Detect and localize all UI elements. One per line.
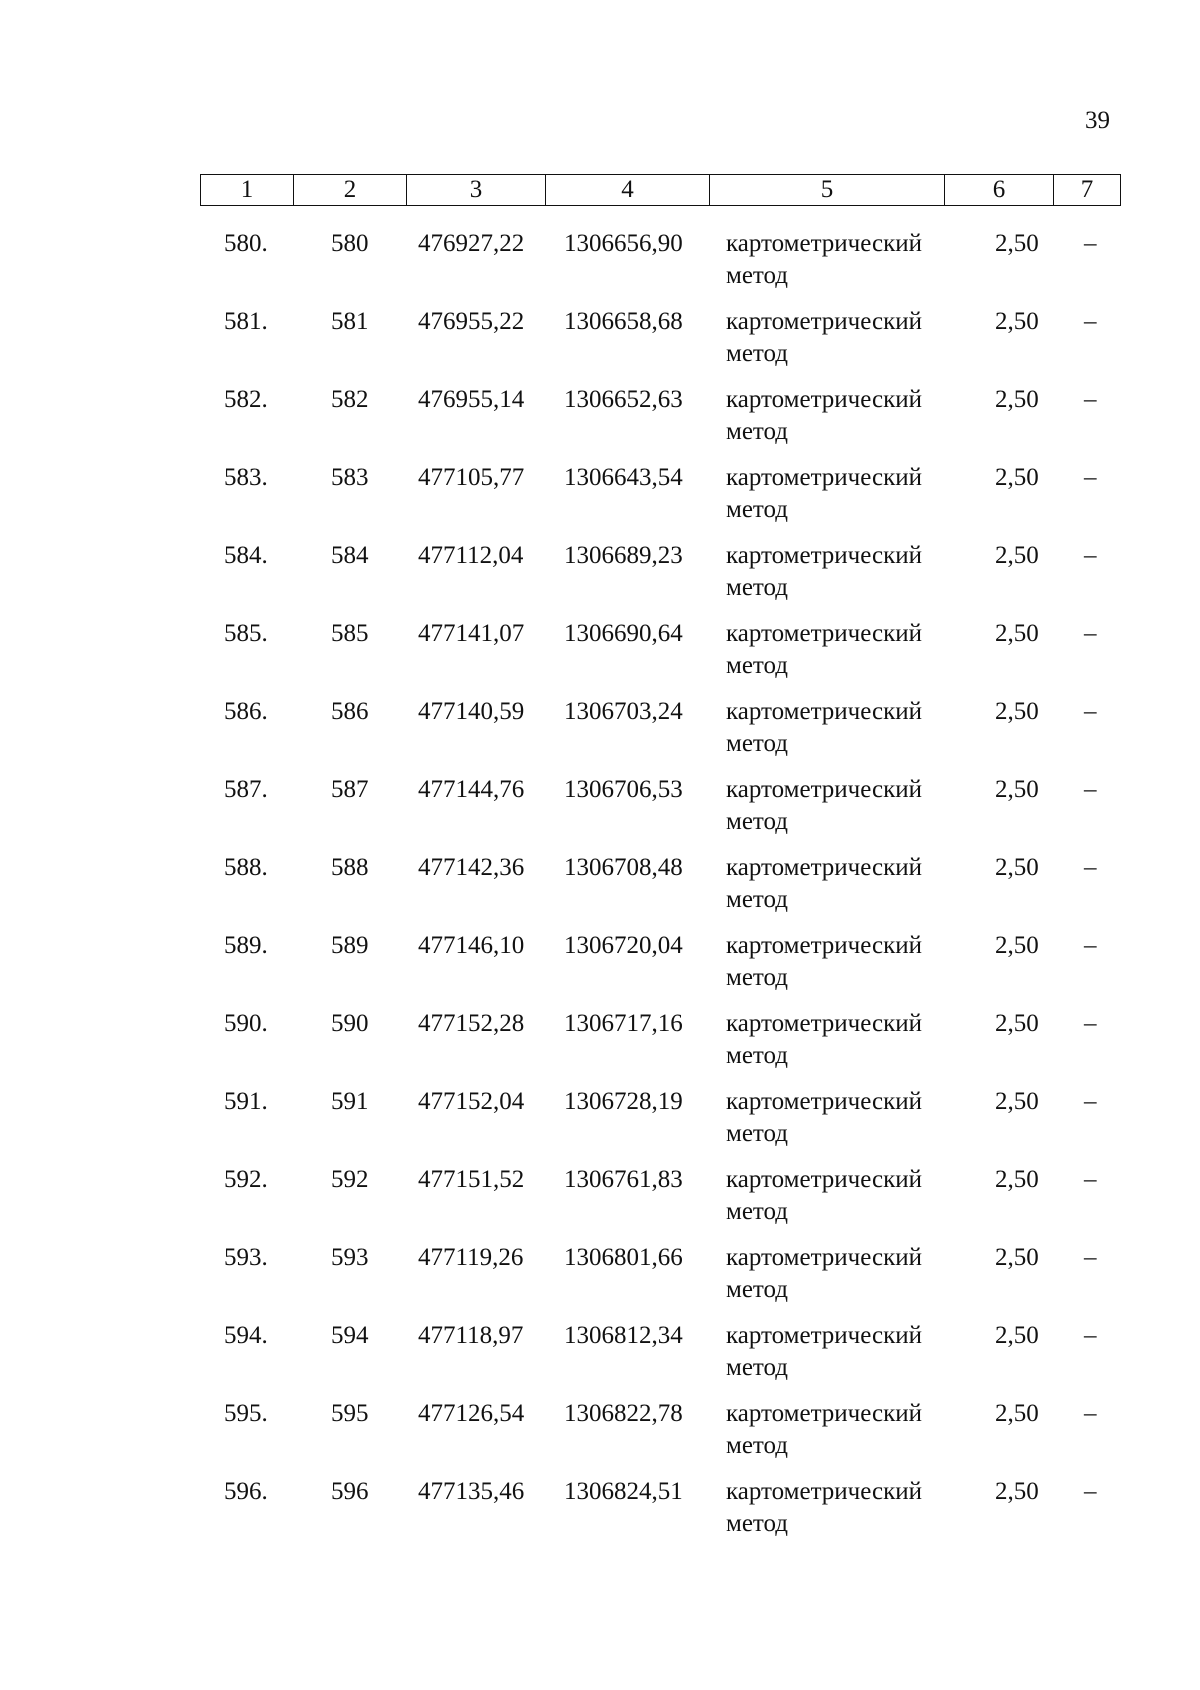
method-cell <box>726 1242 922 1306</box>
point-number: 595 <box>331 1400 369 1427</box>
method-cell <box>726 1008 922 1072</box>
coordinate-y: 1306689,23 <box>564 542 683 569</box>
row-number: 588. <box>224 854 268 881</box>
point-number: 592 <box>331 1166 369 1193</box>
table-row <box>200 1242 1120 1320</box>
point-number: 594 <box>331 1322 369 1349</box>
method-line-2: метод <box>726 730 789 757</box>
note-dash: – <box>1084 1400 1097 1427</box>
row-number: 594. <box>224 1322 268 1349</box>
method-line-2: метод <box>726 340 789 367</box>
coordinate-x: 477146,10 <box>418 932 525 959</box>
method-line-1: картометрический <box>726 698 922 725</box>
coordinate-x: 477126,54 <box>418 1400 525 1427</box>
method-cell <box>726 930 922 994</box>
note-dash: – <box>1084 854 1097 881</box>
method-line-2: метод <box>726 808 789 835</box>
method-line-2: метод <box>726 418 789 445</box>
table-row <box>200 852 1120 930</box>
method-line-1: картометрический <box>726 1166 922 1193</box>
table-row <box>200 1398 1120 1476</box>
accuracy-value: 2,50 <box>995 1088 1039 1115</box>
row-number: 586. <box>224 698 268 725</box>
point-number: 589 <box>331 932 369 959</box>
accuracy-value: 2,50 <box>995 542 1039 569</box>
coordinate-x: 476955,14 <box>418 386 525 413</box>
method-line-1: картометрический <box>726 1088 922 1115</box>
coordinate-y: 1306643,54 <box>564 464 683 491</box>
row-number: 589. <box>224 932 268 959</box>
point-number: 580 <box>331 230 369 257</box>
coordinate-y: 1306728,19 <box>564 1088 683 1115</box>
row-number: 591. <box>224 1088 268 1115</box>
method-line-2: метод <box>726 1354 789 1381</box>
method-line-2: метод <box>726 886 789 913</box>
coordinate-x: 477112,04 <box>418 542 524 569</box>
row-number: 587. <box>224 776 268 803</box>
row-number: 590. <box>224 1010 268 1037</box>
note-dash: – <box>1084 776 1097 803</box>
table-row <box>200 1008 1120 1086</box>
note-dash: – <box>1084 620 1097 647</box>
note-dash: – <box>1084 464 1097 491</box>
method-cell <box>726 228 922 292</box>
table-row <box>200 228 1120 306</box>
accuracy-value: 2,50 <box>995 1478 1039 1505</box>
point-number: 596 <box>331 1478 369 1505</box>
coordinate-x: 477141,07 <box>418 620 525 647</box>
note-dash: – <box>1084 1244 1097 1271</box>
method-line-2: метод <box>726 262 789 289</box>
table-row <box>200 1086 1120 1164</box>
method-line-1: картометрический <box>726 1244 922 1271</box>
method-line-1: картометрический <box>726 1010 922 1037</box>
table-row <box>200 1164 1120 1242</box>
coordinate-y: 1306801,66 <box>564 1244 683 1271</box>
coordinate-x: 477152,28 <box>418 1010 525 1037</box>
method-line-2: метод <box>726 574 789 601</box>
method-cell <box>726 618 922 682</box>
accuracy-value: 2,50 <box>995 698 1039 725</box>
note-dash: – <box>1084 1010 1097 1037</box>
point-number: 586 <box>331 698 369 725</box>
row-number: 592. <box>224 1166 268 1193</box>
row-number: 585. <box>224 620 268 647</box>
point-number: 591 <box>331 1088 369 1115</box>
method-cell <box>726 774 922 838</box>
coordinate-y: 1306656,90 <box>564 230 683 257</box>
table-row <box>200 618 1120 696</box>
coordinate-x: 477152,04 <box>418 1088 525 1115</box>
method-line-1: картометрический <box>726 854 922 881</box>
accuracy-value: 2,50 <box>995 1166 1039 1193</box>
column-header-5: 5 <box>710 175 945 206</box>
row-number: 596. <box>224 1478 268 1505</box>
point-number: 585 <box>331 620 369 647</box>
accuracy-value: 2,50 <box>995 464 1039 491</box>
row-number: 581. <box>224 308 268 335</box>
method-line-1: картометрический <box>726 620 922 647</box>
accuracy-value: 2,50 <box>995 1322 1039 1349</box>
method-line-2: метод <box>726 964 789 991</box>
coordinate-x: 477140,59 <box>418 698 525 725</box>
table-row <box>200 930 1120 1008</box>
page-number: 39 <box>1085 107 1110 134</box>
note-dash: – <box>1084 1166 1097 1193</box>
note-dash: – <box>1084 1478 1097 1505</box>
method-line-1: картометрический <box>726 932 922 959</box>
method-cell <box>726 1320 922 1384</box>
accuracy-value: 2,50 <box>995 230 1039 257</box>
method-cell <box>726 696 922 760</box>
note-dash: – <box>1084 542 1097 569</box>
column-header-7: 7 <box>1054 175 1121 206</box>
table-row <box>200 384 1120 462</box>
note-dash: – <box>1084 1088 1097 1115</box>
coordinate-x: 477105,77 <box>418 464 525 491</box>
column-header-3: 3 <box>407 175 546 206</box>
coordinate-x: 477151,52 <box>418 1166 525 1193</box>
coordinate-y: 1306717,16 <box>564 1010 683 1037</box>
coordinate-y: 1306652,63 <box>564 386 683 413</box>
accuracy-value: 2,50 <box>995 776 1039 803</box>
table-row <box>200 1476 1120 1554</box>
method-line-1: картометрический <box>726 1400 922 1427</box>
method-line-1: картометрический <box>726 386 922 413</box>
coordinate-x: 477144,76 <box>418 776 525 803</box>
table-row <box>200 774 1120 852</box>
method-cell <box>726 540 922 604</box>
method-line-1: картометрический <box>726 464 922 491</box>
column-header-1: 1 <box>201 175 294 206</box>
column-header-table <box>200 174 1121 206</box>
point-number: 590 <box>331 1010 369 1037</box>
table-row <box>200 1320 1120 1398</box>
coordinate-y: 1306708,48 <box>564 854 683 881</box>
row-number: 583. <box>224 464 268 491</box>
method-cell <box>726 384 922 448</box>
point-number: 587 <box>331 776 369 803</box>
coordinate-x: 477119,26 <box>418 1244 524 1271</box>
method-line-1: картометрический <box>726 230 922 257</box>
coordinate-y: 1306690,64 <box>564 620 683 647</box>
coordinate-x: 477142,36 <box>418 854 525 881</box>
method-line-2: метод <box>726 1042 789 1069</box>
row-number: 580. <box>224 230 268 257</box>
accuracy-value: 2,50 <box>995 308 1039 335</box>
method-cell <box>726 852 922 916</box>
note-dash: – <box>1084 308 1097 335</box>
table-row <box>200 540 1120 618</box>
method-line-1: картометрический <box>726 1322 922 1349</box>
accuracy-value: 2,50 <box>995 386 1039 413</box>
note-dash: – <box>1084 1322 1097 1349</box>
note-dash: – <box>1084 698 1097 725</box>
coordinate-y: 1306824,51 <box>564 1478 683 1505</box>
method-line-1: картометрический <box>726 1478 922 1505</box>
method-line-2: метод <box>726 496 789 523</box>
coordinate-y: 1306703,24 <box>564 698 683 725</box>
accuracy-value: 2,50 <box>995 1010 1039 1037</box>
point-number: 583 <box>331 464 369 491</box>
coordinate-x: 477118,97 <box>418 1322 524 1349</box>
point-number: 584 <box>331 542 369 569</box>
column-header-2: 2 <box>294 175 407 206</box>
method-line-2: метод <box>726 1120 789 1147</box>
method-line-1: картометрический <box>726 542 922 569</box>
note-dash: – <box>1084 230 1097 257</box>
point-number: 581 <box>331 308 369 335</box>
row-number: 584. <box>224 542 268 569</box>
coordinates-table-body <box>200 228 1120 1554</box>
method-line-1: картометрический <box>726 776 922 803</box>
note-dash: – <box>1084 932 1097 959</box>
method-cell <box>726 462 922 526</box>
method-cell <box>726 1164 922 1228</box>
point-number: 582 <box>331 386 369 413</box>
point-number: 588 <box>331 854 369 881</box>
coordinate-y: 1306658,68 <box>564 308 683 335</box>
method-line-2: метод <box>726 1510 789 1537</box>
accuracy-value: 2,50 <box>995 1244 1039 1271</box>
method-line-1: картометрический <box>726 308 922 335</box>
row-number: 582. <box>224 386 268 413</box>
table-row <box>200 462 1120 540</box>
coordinate-y: 1306761,83 <box>564 1166 683 1193</box>
method-line-2: метод <box>726 1276 789 1303</box>
coordinate-x: 476927,22 <box>418 230 525 257</box>
method-cell <box>726 1476 922 1540</box>
coordinate-y: 1306812,34 <box>564 1322 683 1349</box>
column-header-row <box>201 175 1121 206</box>
accuracy-value: 2,50 <box>995 1400 1039 1427</box>
coordinate-x: 477135,46 <box>418 1478 525 1505</box>
coordinate-y: 1306822,78 <box>564 1400 683 1427</box>
table-row <box>200 696 1120 774</box>
accuracy-value: 2,50 <box>995 854 1039 881</box>
accuracy-value: 2,50 <box>995 620 1039 647</box>
method-cell <box>726 306 922 370</box>
method-line-2: метод <box>726 652 789 679</box>
coordinate-x: 476955,22 <box>418 308 525 335</box>
method-line-2: метод <box>726 1432 789 1459</box>
column-header-6: 6 <box>945 175 1054 206</box>
row-number: 593. <box>224 1244 268 1271</box>
coordinate-y: 1306720,04 <box>564 932 683 959</box>
method-cell <box>726 1398 922 1462</box>
column-header-4: 4 <box>546 175 710 206</box>
note-dash: – <box>1084 386 1097 413</box>
table-row <box>200 306 1120 384</box>
accuracy-value: 2,50 <box>995 932 1039 959</box>
coordinate-y: 1306706,53 <box>564 776 683 803</box>
method-line-2: метод <box>726 1198 789 1225</box>
row-number: 595. <box>224 1400 268 1427</box>
point-number: 593 <box>331 1244 369 1271</box>
method-cell <box>726 1086 922 1150</box>
